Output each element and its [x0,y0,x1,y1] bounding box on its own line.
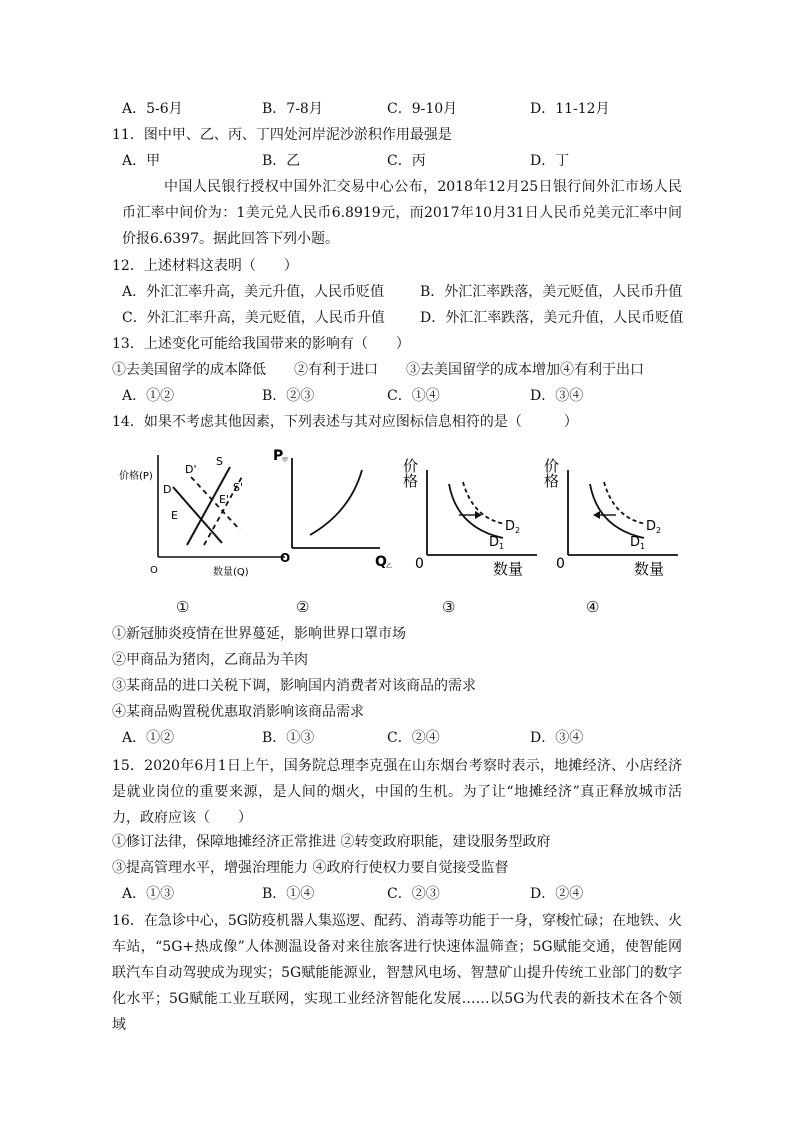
q10-option-c: C．9-10月 [387,101,458,117]
q12-option-d: D．外汇汇率跌落，美元升值，人民币贬值 [420,310,684,326]
g4-d2-curve [604,482,646,524]
g1-x-label: 数量(Q) [213,567,249,578]
g4-d2-label: D [646,519,657,534]
q13-options [122,386,682,406]
q14-item-4: ④某商品购置税优惠取消影响该商品需求 [112,704,364,720]
graph-1-supply-demand [115,445,290,580]
q15-items-line1: ①修订法律，保障地摊经济正常推进 ②转变政府职能，建设服务型政府 [112,834,551,850]
q14-stem: 14．如果不考虑其他因素，下列表述与其对应图标信息相符的是（ ） [112,414,578,430]
q12-option-c: C．外汇汇率升高，美元贬值，人民币升值 [122,310,385,326]
q12-options-row2 [122,308,682,328]
q12-stem: 12．上述材料这表明（ ） [112,258,298,274]
g2-curve [310,470,362,535]
g3-d2-curve [463,482,505,524]
q13-option-d: D．③④ [530,388,584,404]
g4-y-label: 价格 [542,458,560,488]
graph-3-demand-shift [401,440,545,580]
g1-label-e-prime: E' [219,493,229,506]
graph-number-2: ② [296,598,310,616]
g2-y-label: P [273,448,284,464]
q10-option-a: A．5-6月 [122,101,183,117]
q13-option-a: A．①② [122,388,175,404]
g2-origin: O [280,551,291,565]
g1-origin: O [150,565,158,576]
q15-option-a: A．①③ [122,886,175,902]
g4-d1-curve [590,484,644,538]
q14-item-2: ②甲商品为猪肉，乙商品为羊肉 [112,652,308,668]
q11-option-d: D．丁 [530,153,570,169]
g1-label-s: S [216,455,223,468]
q14-option-c: C．②④ [387,730,440,746]
q13-option-b: B．②③ [262,388,315,404]
q10-options [122,99,682,119]
q14-item-3: ③某商品的进口关税下调，影响国内消费者对该商品的需求 [112,678,476,694]
q16-stem: 16．在急诊中心，5G防疫机器人集巡逻、配药、消毒等功能于一身，穿梭忙碌；在地铁、火车站，“5G+热成像”人体测温设备对来往旅客进行快速体温筛查；5G赋能交通，使智能网联汽车自动驾驶成为现实；5G赋能能源业，智慧风电场、智慧矿山提升传统工业部门的数字化水平；5G赋能工业互联网，实现工业经济智能化发展……以5G为代表的新技术在各个领域 [112,913,682,1033]
graph-number-1: ① [176,598,190,616]
g3-d2-label: D [505,519,516,534]
q15-options [122,884,682,904]
g2-x-sub: 乙 [386,563,393,570]
graph-number-4: ④ [586,598,600,616]
g4-arrow-head [593,511,600,519]
g2-y-sub: 甲 [282,457,289,464]
g1-label-d: D [163,483,172,496]
q12-options-row1 [122,282,682,302]
g3-origin: 0 [415,556,424,572]
reading-material: 中国人民银行授权中国外汇交易中心公布，2018年12月25日银行间外汇市场人民币汇率中间价为：1美元兑人民币6.8919元，而2017年10月31日人民币兑美元汇率中间价报6.6397。据此回答下列小题。 [122,179,682,247]
q10-option-b: B．7-8月 [262,101,323,117]
g3-x-label: 数量 [493,560,524,578]
q14-option-a: A．①② [122,730,175,746]
g4-x-label: 数量 [634,560,665,578]
q14-options [122,728,682,748]
q15-items-line2: ③提高管理水平，增强治理能力 ④政府行使权力要自觉接受监督 [112,860,509,876]
g1-label-d-prime: D' [185,463,197,476]
q11-options [122,151,682,171]
q12-option-a: A．外汇汇率升高，美元升值，人民币贬值 [122,284,385,300]
q11-option-b: B．乙 [262,153,301,169]
q11-option-c: C．丙 [387,153,426,169]
q15-stem: 15．2020年6月1日上午，国务院总理李克强在山东烟台考察时表示，地摊经济、小店经济是就业岗位的重要来源，是人间的烟火，中国的生机。为了让“地摊经济”真正释放城市活力，政府应该（ ） [112,758,682,826]
graph-4-demand-shift [542,440,686,580]
g3-d2-sub: 2 [515,526,521,535]
q14-item-1: ①新冠肺炎疫情在世界蔓延，影响世界口罩市场 [112,626,406,642]
graph-2-price-quantity [265,440,400,580]
q14-option-b: B．①③ [262,730,315,746]
g4-d1-sub: 1 [640,542,646,551]
g1-label-s-prime: S' [233,481,244,494]
g4-origin: 0 [556,556,565,572]
g1-y-label: 价格(P) [119,471,153,482]
q14-option-d: D．③④ [530,730,584,746]
q15-option-b: B．①④ [262,886,315,902]
g2-x-label: Q [375,554,387,570]
g3-d1-label: D [489,535,500,550]
q15-option-d: D．②④ [530,886,584,902]
g4-d2-sub: 2 [656,526,662,535]
g3-d1-sub: 1 [499,542,505,551]
q11-stem: 11．图中甲、乙、丙、丁四处河岸泥沙淤积作用最强是 [112,127,452,143]
q13-option-c: C．①④ [387,388,440,404]
g1-label-e: E [171,509,178,522]
g3-y-label: 价格 [401,458,419,488]
q13-items: ①去美国留学的成本降低 ②有利于进口 ③去美国留学的成本增加④有利于出口 [112,362,644,378]
graph-number-3: ③ [442,598,456,616]
q13-stem: 13．上述变化可能给我国带来的影响有（ ） [112,336,410,352]
q12-option-b: B．外汇汇率跌落，美元贬值，人民币升值 [420,284,683,300]
q15-option-c: C．②③ [387,886,440,902]
g4-d1-label: D [630,535,641,550]
q10-option-d: D．11-12月 [530,101,610,117]
q11-option-a: A．甲 [122,153,161,169]
g3-d1-curve [449,484,503,538]
